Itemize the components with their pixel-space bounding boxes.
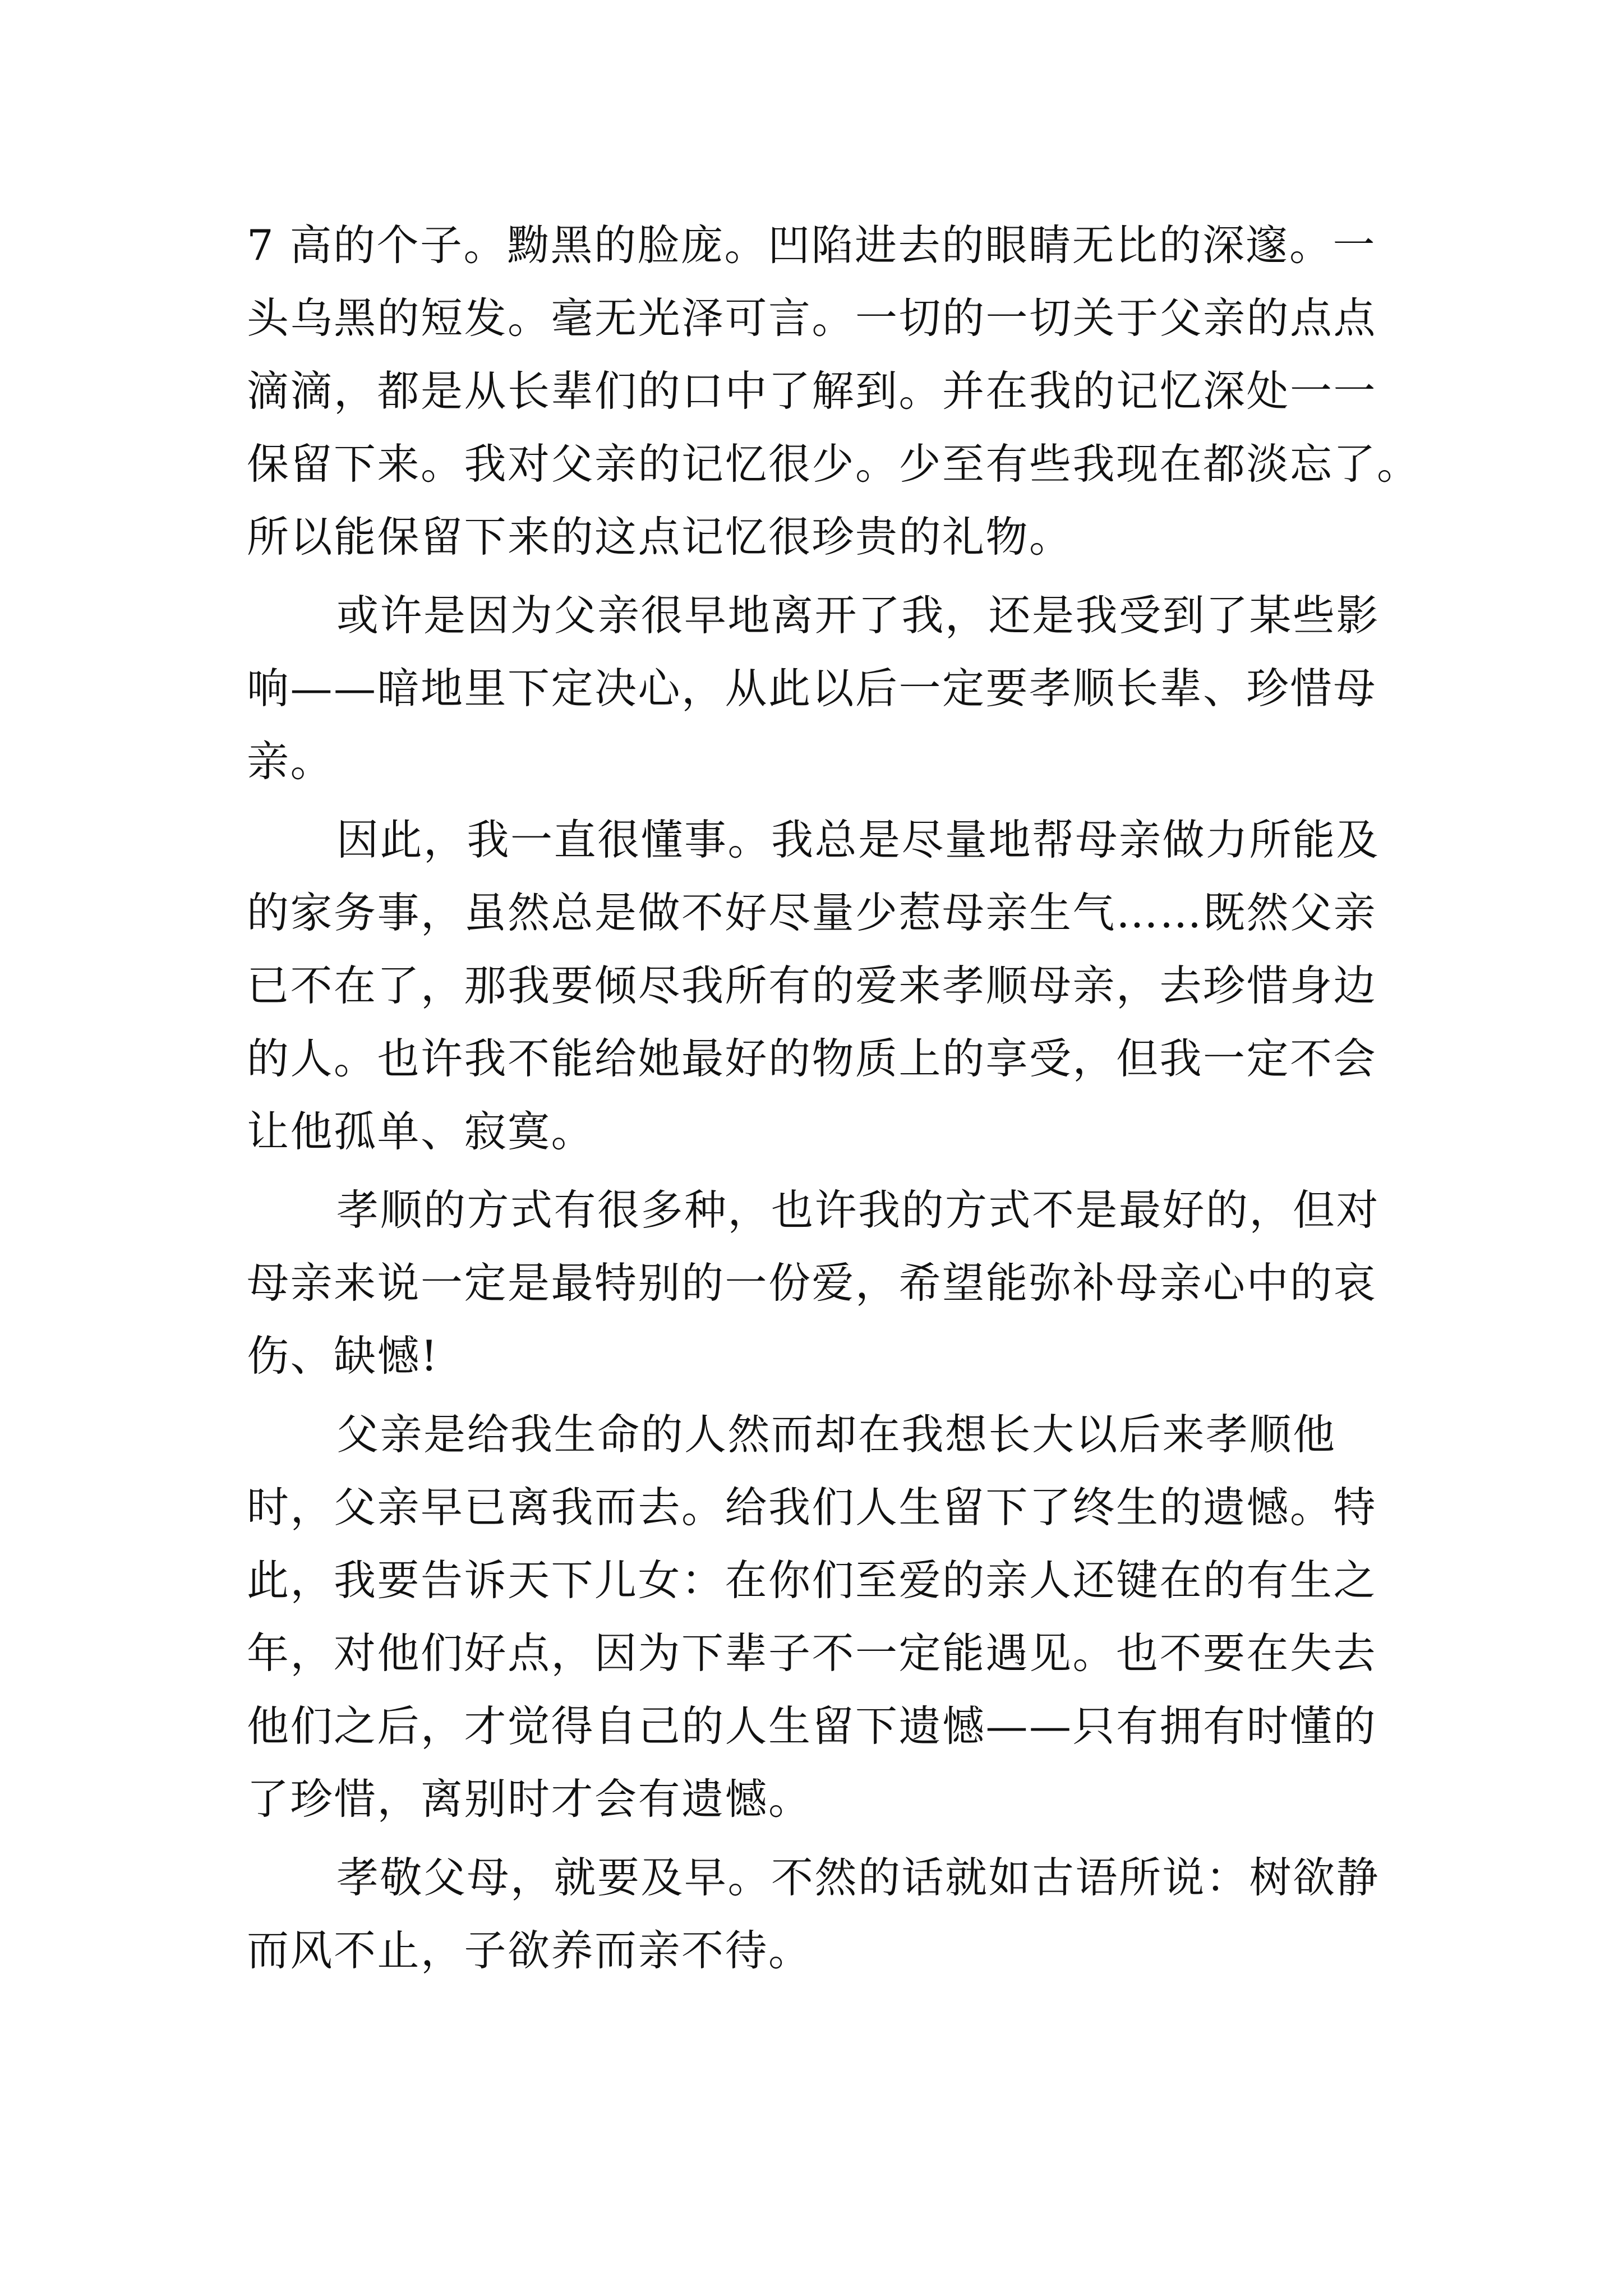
text-line: 母亲来说一定是最特别的一份爱，希望能弥补母亲心中的哀	[247, 1258, 1377, 1308]
text-line: 此，我要告诉天下儿女：在你们至爱的亲人还键在的有生之	[247, 1556, 1377, 1605]
text-line: 时，父亲早已离我而去。给我们人生留下了终生的遗憾。特	[247, 1483, 1377, 1532]
text-line: 响——暗地里下定决心，从此以后一定要孝顺长辈、珍惜母	[247, 664, 1377, 713]
text-line: 了珍惜，离别时才会有遗憾。	[247, 1774, 812, 1824]
text-line: 父亲是给我生命的人然而却在我想长大以后来孝顺他	[336, 1410, 1336, 1459]
text-line: 亲。	[247, 737, 334, 786]
text-line: 的人。也许我不能给她最好的物质上的享受，但我一定不会	[247, 1034, 1377, 1083]
text-line: 让他孤单、寂寞。	[247, 1107, 595, 1156]
text-line: 或许是因为父亲很早地离开了我，还是我受到了某些影	[336, 591, 1380, 640]
text-line: 年，对他们好点，因为下辈子不一定能遇见。也不要在失去	[247, 1628, 1377, 1678]
text-line: 保留下来。我对父亲的记忆很少。少至有些我现在都淡忘了。	[247, 439, 1421, 489]
text-line: 滴滴，都是从长辈们的口中了解到。并在我的记忆深处一一	[247, 366, 1377, 416]
text-line: 所以能保留下来的这点记忆很珍贵的礼物。	[247, 512, 1073, 562]
text-line: 因此，我一直很懂事。我总是尽量地帮母亲做力所能及	[336, 815, 1380, 864]
text-line: 头乌黑的短发。毫无光泽可言。一切的一切关于父亲的点点	[247, 293, 1377, 343]
text-line: 伤、缺憾!	[247, 1331, 439, 1381]
text-line: 7 高的个子。黝黑的脸庞。凹陷进去的眼睛无比的深邃。一	[247, 220, 1377, 270]
text-line: 孝敬父母，就要及早。不然的话就如古语所说：树欲静	[336, 1853, 1380, 1902]
text-line: 他们之后，才觉得自己的人生留下遗憾——只有拥有时懂的	[247, 1701, 1377, 1751]
text-line: 的家务事，虽然总是做不好尽量少惹母亲生气……既然父亲	[247, 888, 1377, 937]
text-line: 已不在了，那我要倾尽我所有的爱来孝顺母亲，去珍惜身边	[247, 961, 1377, 1010]
text-line: 而风不止，子欲养而亲不待。	[247, 1926, 812, 1975]
text-line: 孝顺的方式有很多种，也许我的方式不是最好的，但对	[336, 1185, 1380, 1235]
